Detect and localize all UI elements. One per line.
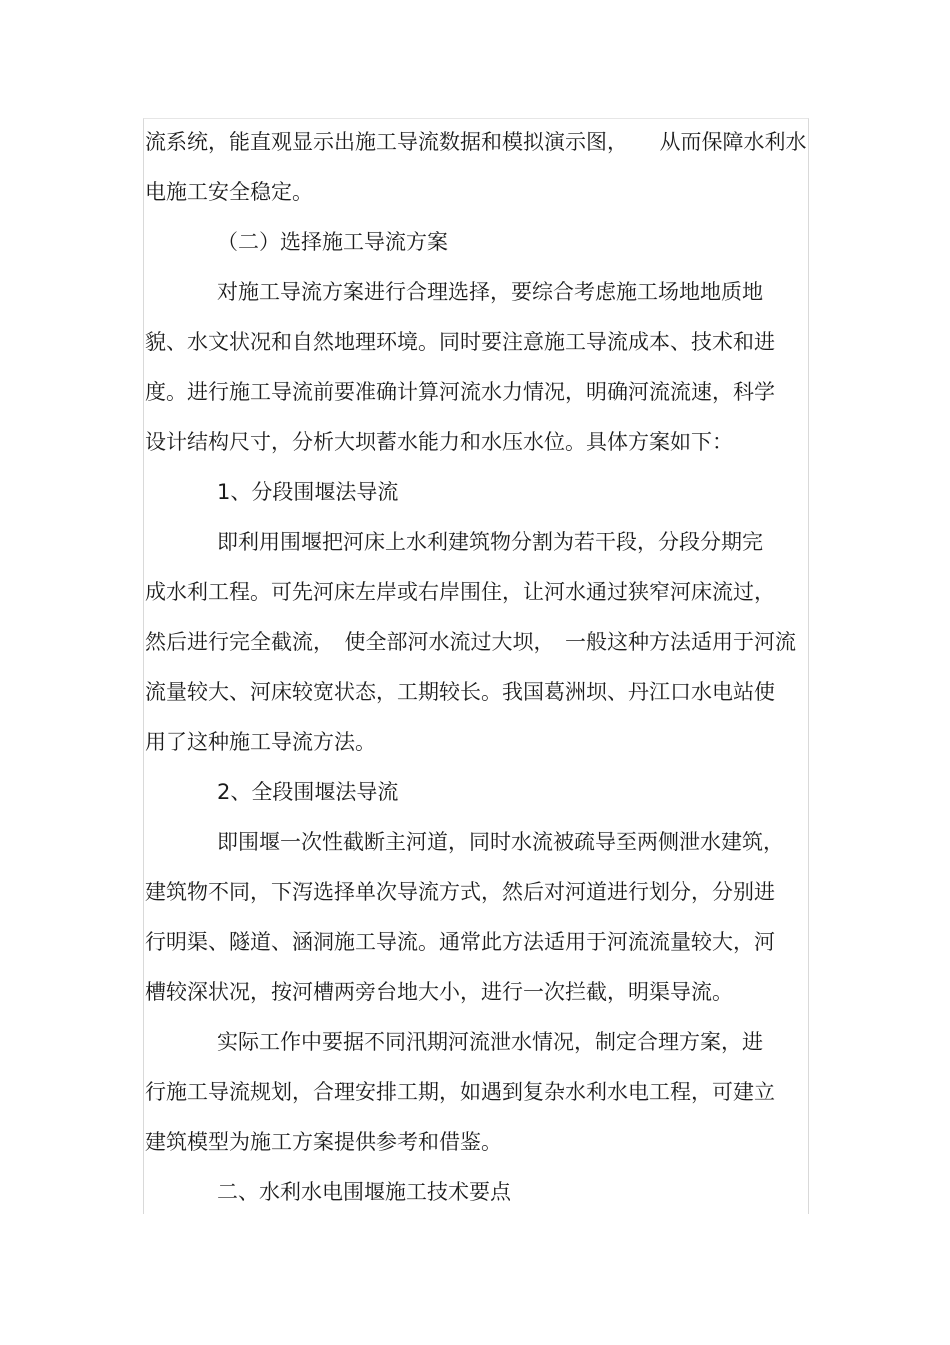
text-line: 建筑模型为施工方案提供参考和借鉴。 (145, 1130, 502, 1154)
text-line: 行施工导流规划，合理安排工期，如遇到复杂水利水电工程，可建立 (145, 1080, 775, 1104)
text-line: 槽较深状况，按河槽两旁台地大小，进行一次拦截，明渠导流。 (145, 980, 733, 1004)
text-line: 然后进行完全截流， 使全部河水流过大坝， 一般这种方法适用于河流 (145, 630, 796, 654)
text-line: 流系统，能直观显示出施工导流数据和模拟演示图， 从而保障水利水 (145, 130, 807, 154)
text-line: 行明渠、隧道、涵洞施工导流。通常此方法适用于河流流量较大，河 (145, 930, 775, 954)
text-line: 电施工安全稳定。 (145, 180, 313, 204)
text-line: 度。进行施工导流前要准确计算河流水力情况，明确河流流速，科学 (145, 380, 775, 404)
text-line: 实际工作中要据不同汛期河流泄水情况，制定合理方案，进 (217, 1030, 763, 1054)
text-line: 用了这种施工导流方法。 (145, 730, 376, 754)
subsection-heading: 2、全段围堰法导流 (217, 780, 399, 804)
text-line: 设计结构尺寸，分析大坝蓄水能力和水压水位。具体方案如下： (145, 430, 733, 454)
text-line: 貌、水文状况和自然地理环境。同时要注意施工导流成本、技术和进 (145, 330, 775, 354)
section-heading: （二）选择施工导流方案 (217, 230, 448, 254)
text-line: 即利用围堰把河床上水利建筑物分割为若干段，分段分期完 (217, 530, 763, 554)
text-line: 建筑物不同，下泻选择单次导流方式，然后对河道进行划分，分别进 (145, 880, 775, 904)
text-line: 即围堰一次性截断主河道，同时水流被疏导至两侧泄水建筑， (217, 830, 784, 854)
text-line: 流量较大、河床较宽状态，工期较长。我国葛洲坝、丹江口水电站使 (145, 680, 775, 704)
text-line: 成水利工程。可先河床左岸或右岸围住，让河水通过狭窄河床流过， (145, 580, 775, 604)
section-heading: 二、水利水电围堰施工技术要点 (217, 1180, 511, 1204)
subsection-heading: 1、分段围堰法导流 (217, 480, 399, 504)
text-line: 对施工导流方案进行合理选择，要综合考虑施工场地地质地 (217, 280, 763, 304)
